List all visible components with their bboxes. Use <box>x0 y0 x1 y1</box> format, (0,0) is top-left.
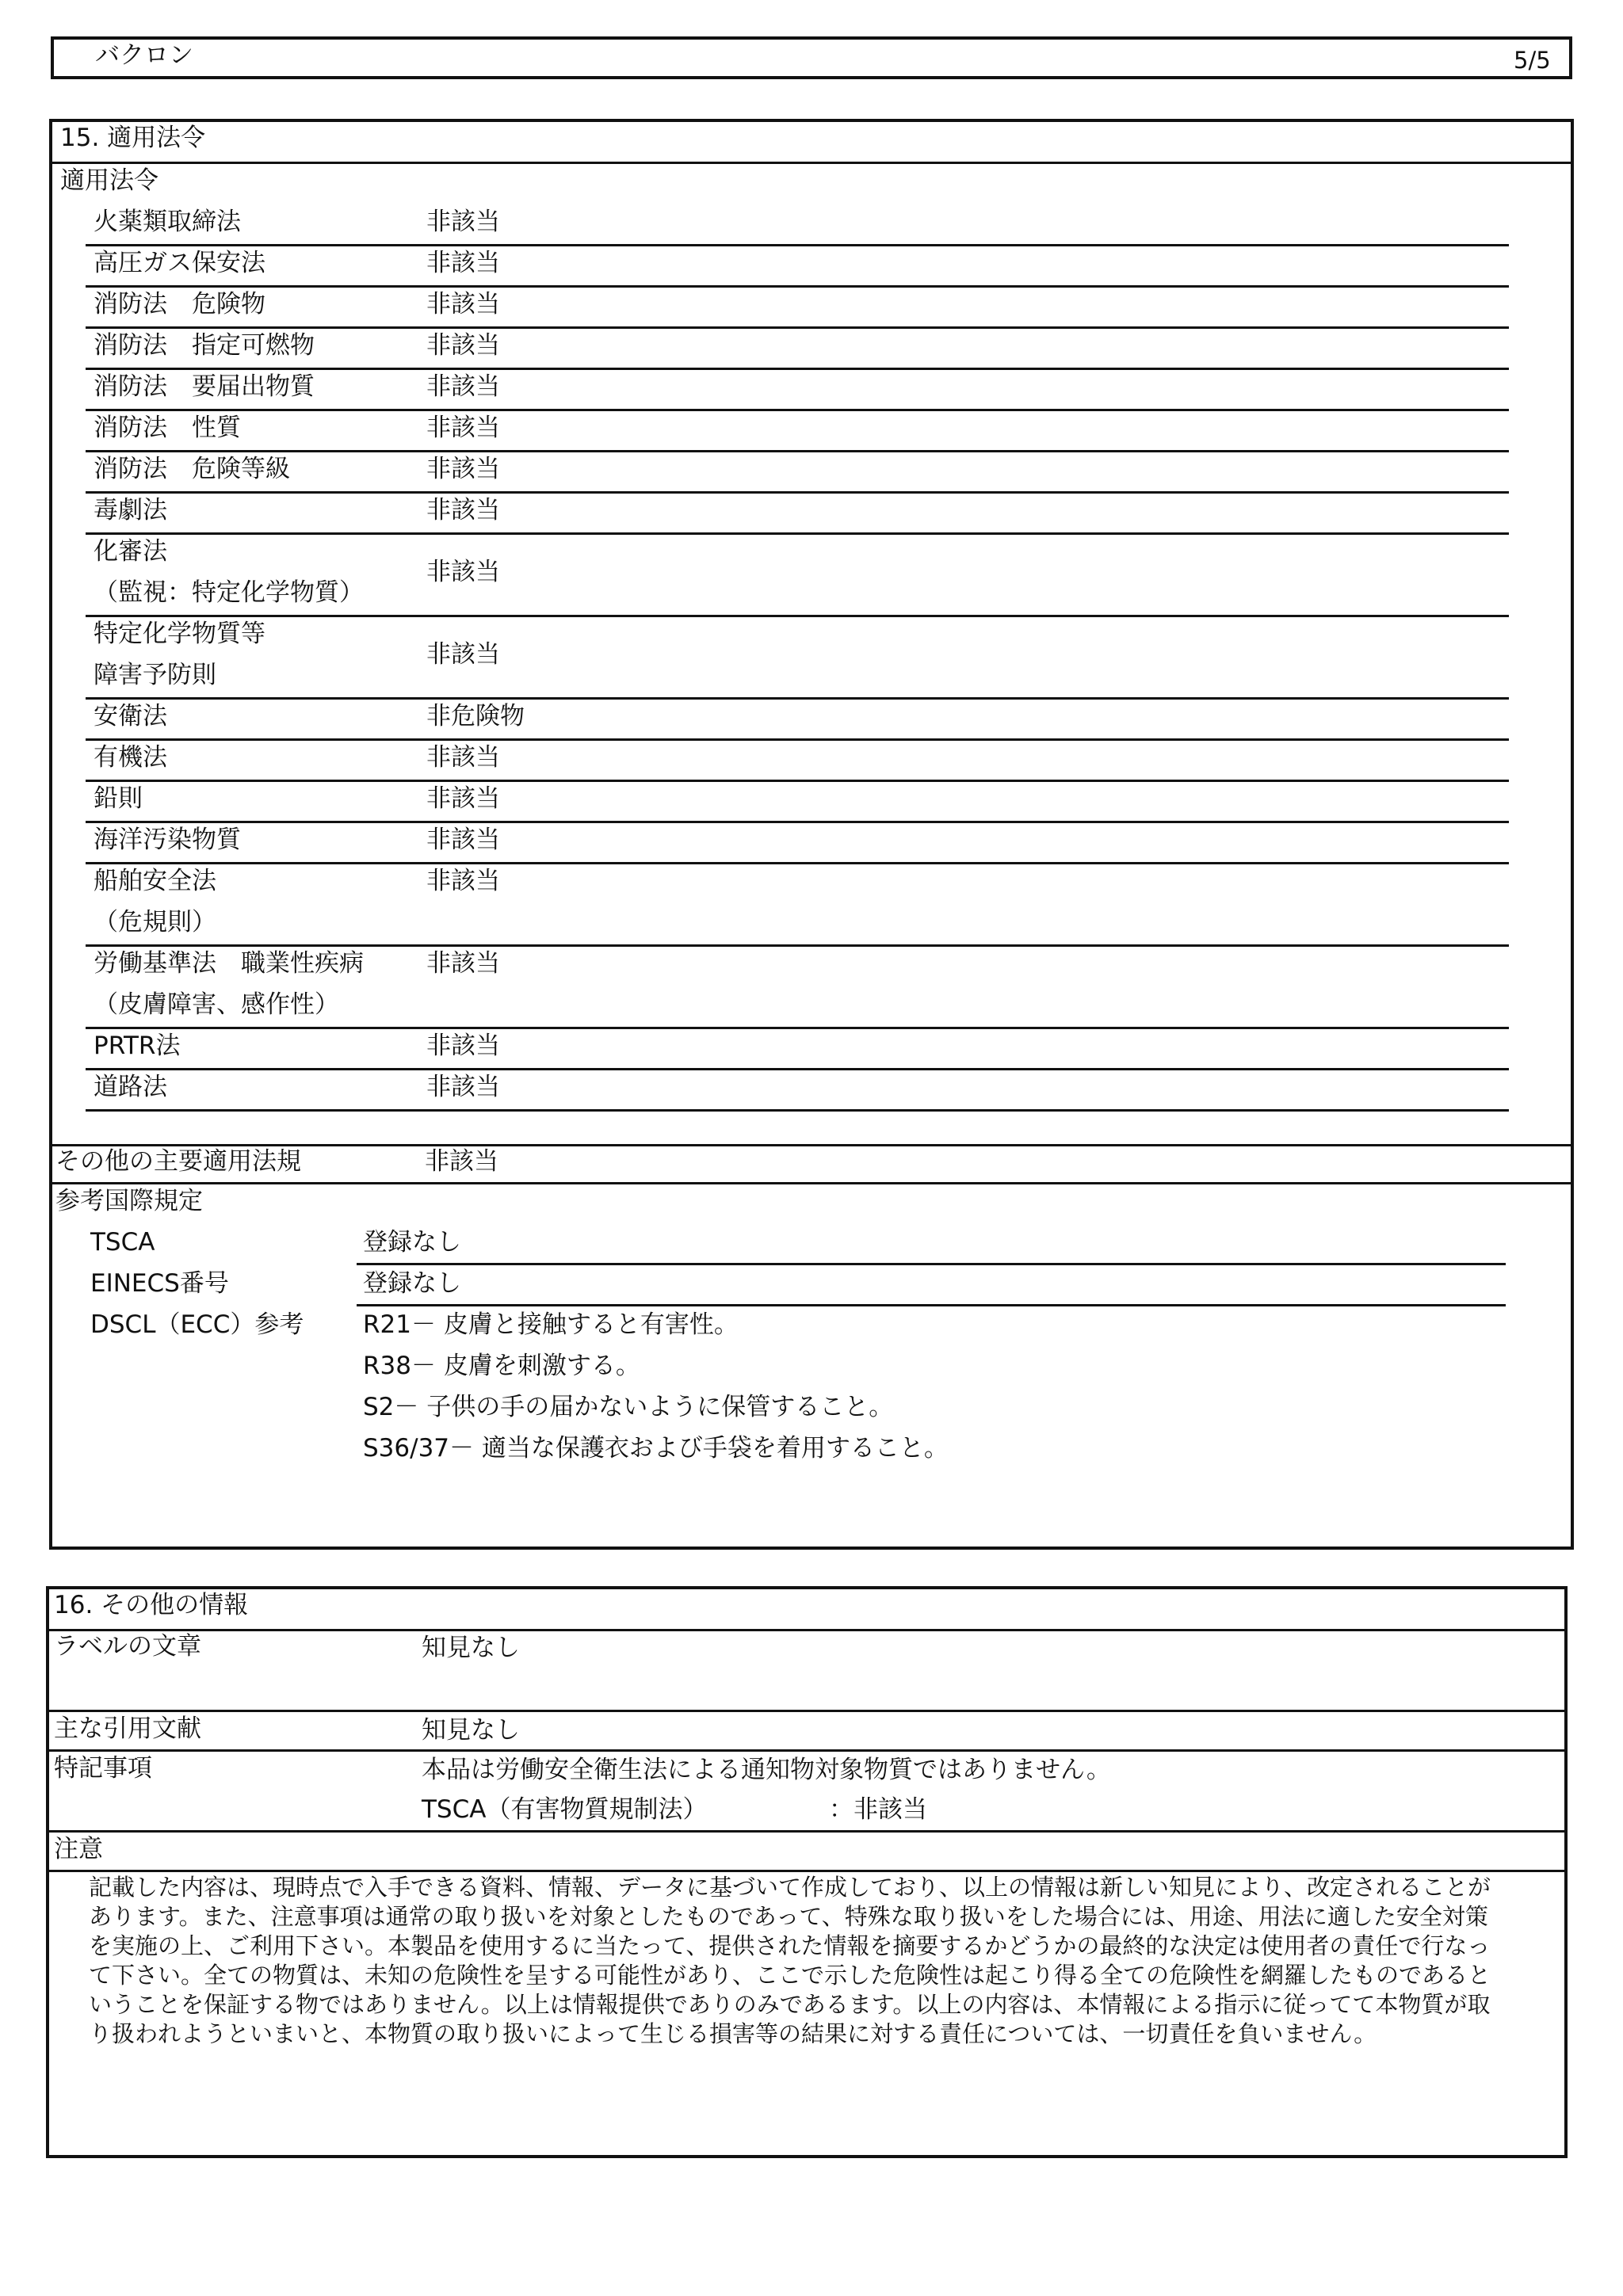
law-row-divider <box>86 244 1509 246</box>
law-value: 非該当 <box>426 290 500 318</box>
law-value: 非該当 <box>426 949 500 978</box>
intl-value: 登録なし <box>363 1228 461 1257</box>
law-name: 消防法 指定可燃物 <box>94 331 315 360</box>
section-15-subheading: 適用法令 <box>60 166 158 195</box>
law-value: 非危険物 <box>426 702 525 730</box>
law-value: 非該当 <box>426 1032 500 1060</box>
law-row-divider <box>86 1027 1509 1029</box>
notes-tsca-label: TSCA（有害物質規制法） <box>422 1795 708 1824</box>
notes-line-1: 本品は労働安全衛生法による通知物対象物質ではありません。 <box>422 1756 1111 1784</box>
law-name: 特定化学物質等 <box>94 620 265 648</box>
law-value: 非該当 <box>426 455 500 483</box>
references-label: 主な引用文献 <box>54 1714 201 1743</box>
law-value: 非該当 <box>426 249 500 277</box>
references-value: 知見なし <box>422 1716 520 1745</box>
law-name-sub: （危規則） <box>94 908 216 936</box>
law-value: 非該当 <box>426 496 500 524</box>
law-name: 化審法 <box>94 537 167 566</box>
law-row-divider <box>86 450 1509 452</box>
law-name: 労働基準法 職業性疾病 <box>94 949 364 978</box>
intl-value: 登録なし <box>363 1269 461 1298</box>
law-value: 非該当 <box>426 784 500 813</box>
law-value: 非該当 <box>426 640 500 669</box>
law-name-sub: 障害予防則 <box>94 661 216 689</box>
law-row-divider <box>86 1068 1509 1070</box>
law-row-divider <box>86 409 1509 411</box>
intl-row-divider <box>357 1304 1506 1306</box>
notes-label: 特記事項 <box>54 1754 152 1783</box>
product-name: バクロン <box>95 41 193 70</box>
notes-tsca-value: ：非該当 <box>829 1795 927 1824</box>
law-value: 非該当 <box>426 1073 500 1101</box>
caution-text: 記載した内容は、現時点で入手できる資料、情報、データに基づいて作成しており、以上の情報は新しい知見により、改定されることがあります。また、注意事項は通常の取り扱いを対象としたものであって、特殊な取り扱いをした場合には、用途、用法に適した安全対策を実施の上、ご利用下さい。本製品を使用するに当たって、提供された情報を摘要するかどうかの最終的な決定は使用者の責任で行なって下さい。全ての物質は、未知の危険性を呈する可能性があり、ここで示した危険性は起こり得る全ての危険性を網羅したものであるということを保証する物ではありません。以上は情報提供でありのみであるます。以上の内容は、本情報による指示に従ってて本物質が取り扱われようといまいと、本物質の取り扱いによって生じる損害等の結果に対する責任については、一切責任を負いません。 <box>89 1874 1491 2047</box>
section-15-title: 15. 適用法令 <box>60 124 206 152</box>
dscl-phrase: R38－ 皮膚を刺激する。 <box>363 1352 640 1380</box>
intl-name: DSCL（ECC）参考 <box>90 1310 304 1339</box>
law-row-divider <box>86 944 1509 947</box>
law-row-divider <box>86 326 1509 329</box>
other-laws-value: 非該当 <box>425 1147 498 1176</box>
law-value: 非該当 <box>426 372 500 401</box>
law-row-divider <box>86 285 1509 288</box>
intl-name: TSCA <box>90 1228 155 1257</box>
law-value: 非該当 <box>426 743 500 772</box>
law-name: 高圧ガス保安法 <box>94 249 265 277</box>
law-name: 鉛則 <box>94 784 143 813</box>
law-name: 海洋汚染物質 <box>94 826 241 854</box>
law-name: PRTR法 <box>94 1032 181 1060</box>
law-row-divider <box>86 368 1509 370</box>
law-name: 消防法 要届出物質 <box>94 372 315 401</box>
law-row-divider <box>86 862 1509 864</box>
caution-label: 注意 <box>54 1835 103 1863</box>
law-value: 非該当 <box>426 331 500 360</box>
law-row-divider <box>86 491 1509 494</box>
law-name: 毒劇法 <box>94 496 167 524</box>
law-name-sub: （皮膚障害、感作性） <box>94 990 339 1019</box>
law-name: 消防法 危険等級 <box>94 455 290 483</box>
law-value: 非該当 <box>426 826 500 854</box>
law-name: 船舶安全法 <box>94 867 216 895</box>
other-laws-label: その他の主要適用法規 <box>55 1147 301 1176</box>
law-name: 安衛法 <box>94 702 167 730</box>
law-name: 火薬類取締法 <box>94 208 241 236</box>
law-row-divider <box>86 532 1509 535</box>
intl-name: EINECS番号 <box>90 1269 229 1298</box>
header-box <box>51 36 1572 79</box>
law-value: 非該当 <box>426 558 500 586</box>
page-number: 5/5 <box>1514 47 1551 74</box>
law-row-divider <box>86 821 1509 823</box>
dscl-phrase: S36/37－ 適当な保護衣および手袋を着用すること。 <box>363 1434 949 1463</box>
law-row-divider <box>86 738 1509 741</box>
law-name: 有機法 <box>94 743 167 772</box>
section-16-box <box>46 1586 1568 2158</box>
law-row-divider <box>86 1109 1509 1112</box>
intl-row-divider <box>357 1263 1506 1265</box>
intl-heading: 参考国際規定 <box>55 1187 203 1215</box>
section-16-title: 16. その他の情報 <box>54 1591 249 1619</box>
law-row-divider <box>86 615 1509 617</box>
law-name: 消防法 性質 <box>94 414 241 442</box>
law-value: 非該当 <box>426 208 500 236</box>
intl-value: R21－ 皮膚と接触すると有害性。 <box>363 1310 739 1339</box>
law-row-divider <box>86 780 1509 782</box>
label-text-value: 知見なし <box>422 1634 520 1662</box>
law-row-divider <box>86 697 1509 700</box>
label-text-label: ラベルの文章 <box>54 1632 201 1661</box>
law-name: 消防法 危険物 <box>94 290 265 318</box>
law-name-sub: （監視：特定化学物質） <box>94 578 364 607</box>
law-value: 非該当 <box>426 867 500 895</box>
law-value: 非該当 <box>426 414 500 442</box>
dscl-phrase: S2－ 子供の手の届かないように保管すること。 <box>363 1393 894 1421</box>
law-name: 道路法 <box>94 1073 167 1101</box>
